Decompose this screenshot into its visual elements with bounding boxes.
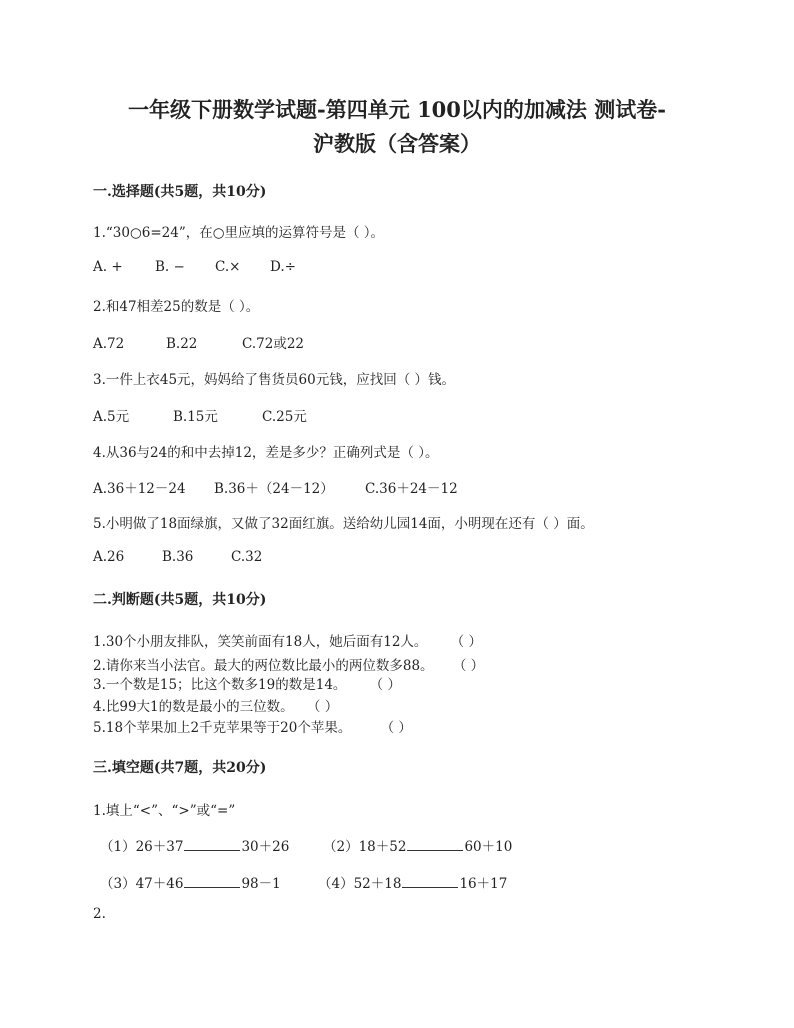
expr-right: 60＋10 [464, 839, 513, 855]
judge-text: 1.30个小朋友排队，笑笑前面有18人，她后面有12人。 [93, 634, 428, 650]
expr-left: 47＋46 [135, 876, 184, 892]
option[interactable]: B. − [155, 259, 185, 275]
option[interactable]: A.5元 [93, 409, 130, 425]
expr-right: 30＋26 [241, 839, 290, 855]
question-options [93, 259, 296, 275]
answer-paren[interactable]: （ ） [459, 658, 485, 674]
question-text: 4.从36与24的和中去掉12，差是多少？正确列式是（ ）。 [93, 445, 439, 461]
item-label: （3） [100, 876, 136, 892]
compare-item [318, 872, 507, 892]
answer-blank[interactable] [402, 875, 458, 888]
expr-right: 16＋17 [459, 876, 508, 892]
judge-text: 4.比99大1的数是最小的三位数。 [93, 699, 294, 715]
option[interactable]: B.36＋（24－12） [214, 481, 334, 497]
option[interactable]: B.15元 [173, 409, 218, 425]
option[interactable]: A. + [93, 259, 123, 275]
item-label: （4） [318, 876, 354, 892]
section-heading-judge: 二.判断题(共5题，共10分) [93, 592, 267, 608]
answer-paren[interactable]: （ ） [313, 699, 339, 715]
compare-item [100, 872, 281, 892]
expr-left: 52＋18 [353, 876, 402, 892]
option[interactable]: D.÷ [270, 259, 296, 275]
judge-item [93, 630, 482, 650]
option[interactable]: C.72或22 [242, 336, 304, 352]
question-options [93, 549, 262, 565]
option[interactable]: B.22 [166, 336, 198, 352]
option[interactable]: A.26 [93, 549, 125, 565]
judge-text: 3.一个数是15；比这个数多19的数是14。 [93, 677, 347, 693]
question-text: 5.小明做了18面绿旗，又做了32面红旗。送给幼儿园14面，小明现在还有（ ）面。 [93, 516, 594, 532]
judge-item [93, 695, 338, 715]
question-text: 1.填上“<”、“>”或“=” [93, 803, 236, 819]
option[interactable]: C.25元 [262, 409, 307, 425]
judge-item [93, 673, 401, 693]
question-options [93, 477, 458, 497]
question-text: 1.“30○6=24”，在○里应填的运算符号是（ ）。 [93, 225, 385, 241]
answer-paren[interactable]: （ ） [376, 677, 401, 693]
item-label: （2） [323, 839, 359, 855]
section-heading-fill: 三.填空题(共7题，共20分) [93, 760, 267, 776]
expr-left: 18＋52 [358, 839, 407, 855]
judge-text: 2.请你来当小法官。最大的两位数比最小的两位数多88。 [93, 658, 434, 674]
compare-item [100, 835, 289, 855]
option[interactable]: B.36 [162, 549, 194, 565]
judge-text: 5.18个苹果加上2千克苹果等于20个苹果。 [93, 720, 352, 736]
answer-blank[interactable] [184, 875, 240, 888]
option[interactable]: A.72 [93, 336, 125, 352]
answer-blank[interactable] [407, 838, 463, 851]
expr-left: 26＋37 [135, 839, 184, 855]
question-text: 3.一件上衣45元，妈妈给了售货员60元钱，应找回（ ）钱。 [93, 372, 456, 388]
item-label: （1） [100, 839, 136, 855]
answer-paren[interactable]: （ ） [457, 634, 482, 650]
page-title-line1: 一年级下册数学试题-第四单元 100以内的加减法 测试卷- [128, 97, 666, 122]
option[interactable]: A.36＋12－24 [93, 481, 186, 497]
question-text: 2.和47相差25的数是（ ）。 [93, 299, 260, 315]
answer-paren[interactable]: （ ） [387, 720, 412, 736]
question-text: 2. [93, 906, 106, 922]
judge-item [93, 716, 412, 736]
option[interactable]: C.× [215, 259, 241, 275]
compare-item [323, 835, 512, 855]
option[interactable]: C.36＋24－12 [365, 481, 458, 497]
judge-item [93, 654, 484, 674]
page-title-line2: 沪教版（含答案） [313, 131, 481, 156]
answer-blank[interactable] [184, 838, 240, 851]
option[interactable]: C.32 [231, 549, 263, 565]
question-options [93, 332, 304, 352]
expr-right: 98－1 [241, 876, 281, 892]
question-options [93, 405, 307, 425]
section-heading-choice: 一.选择题(共5题，共10分) [93, 184, 267, 200]
